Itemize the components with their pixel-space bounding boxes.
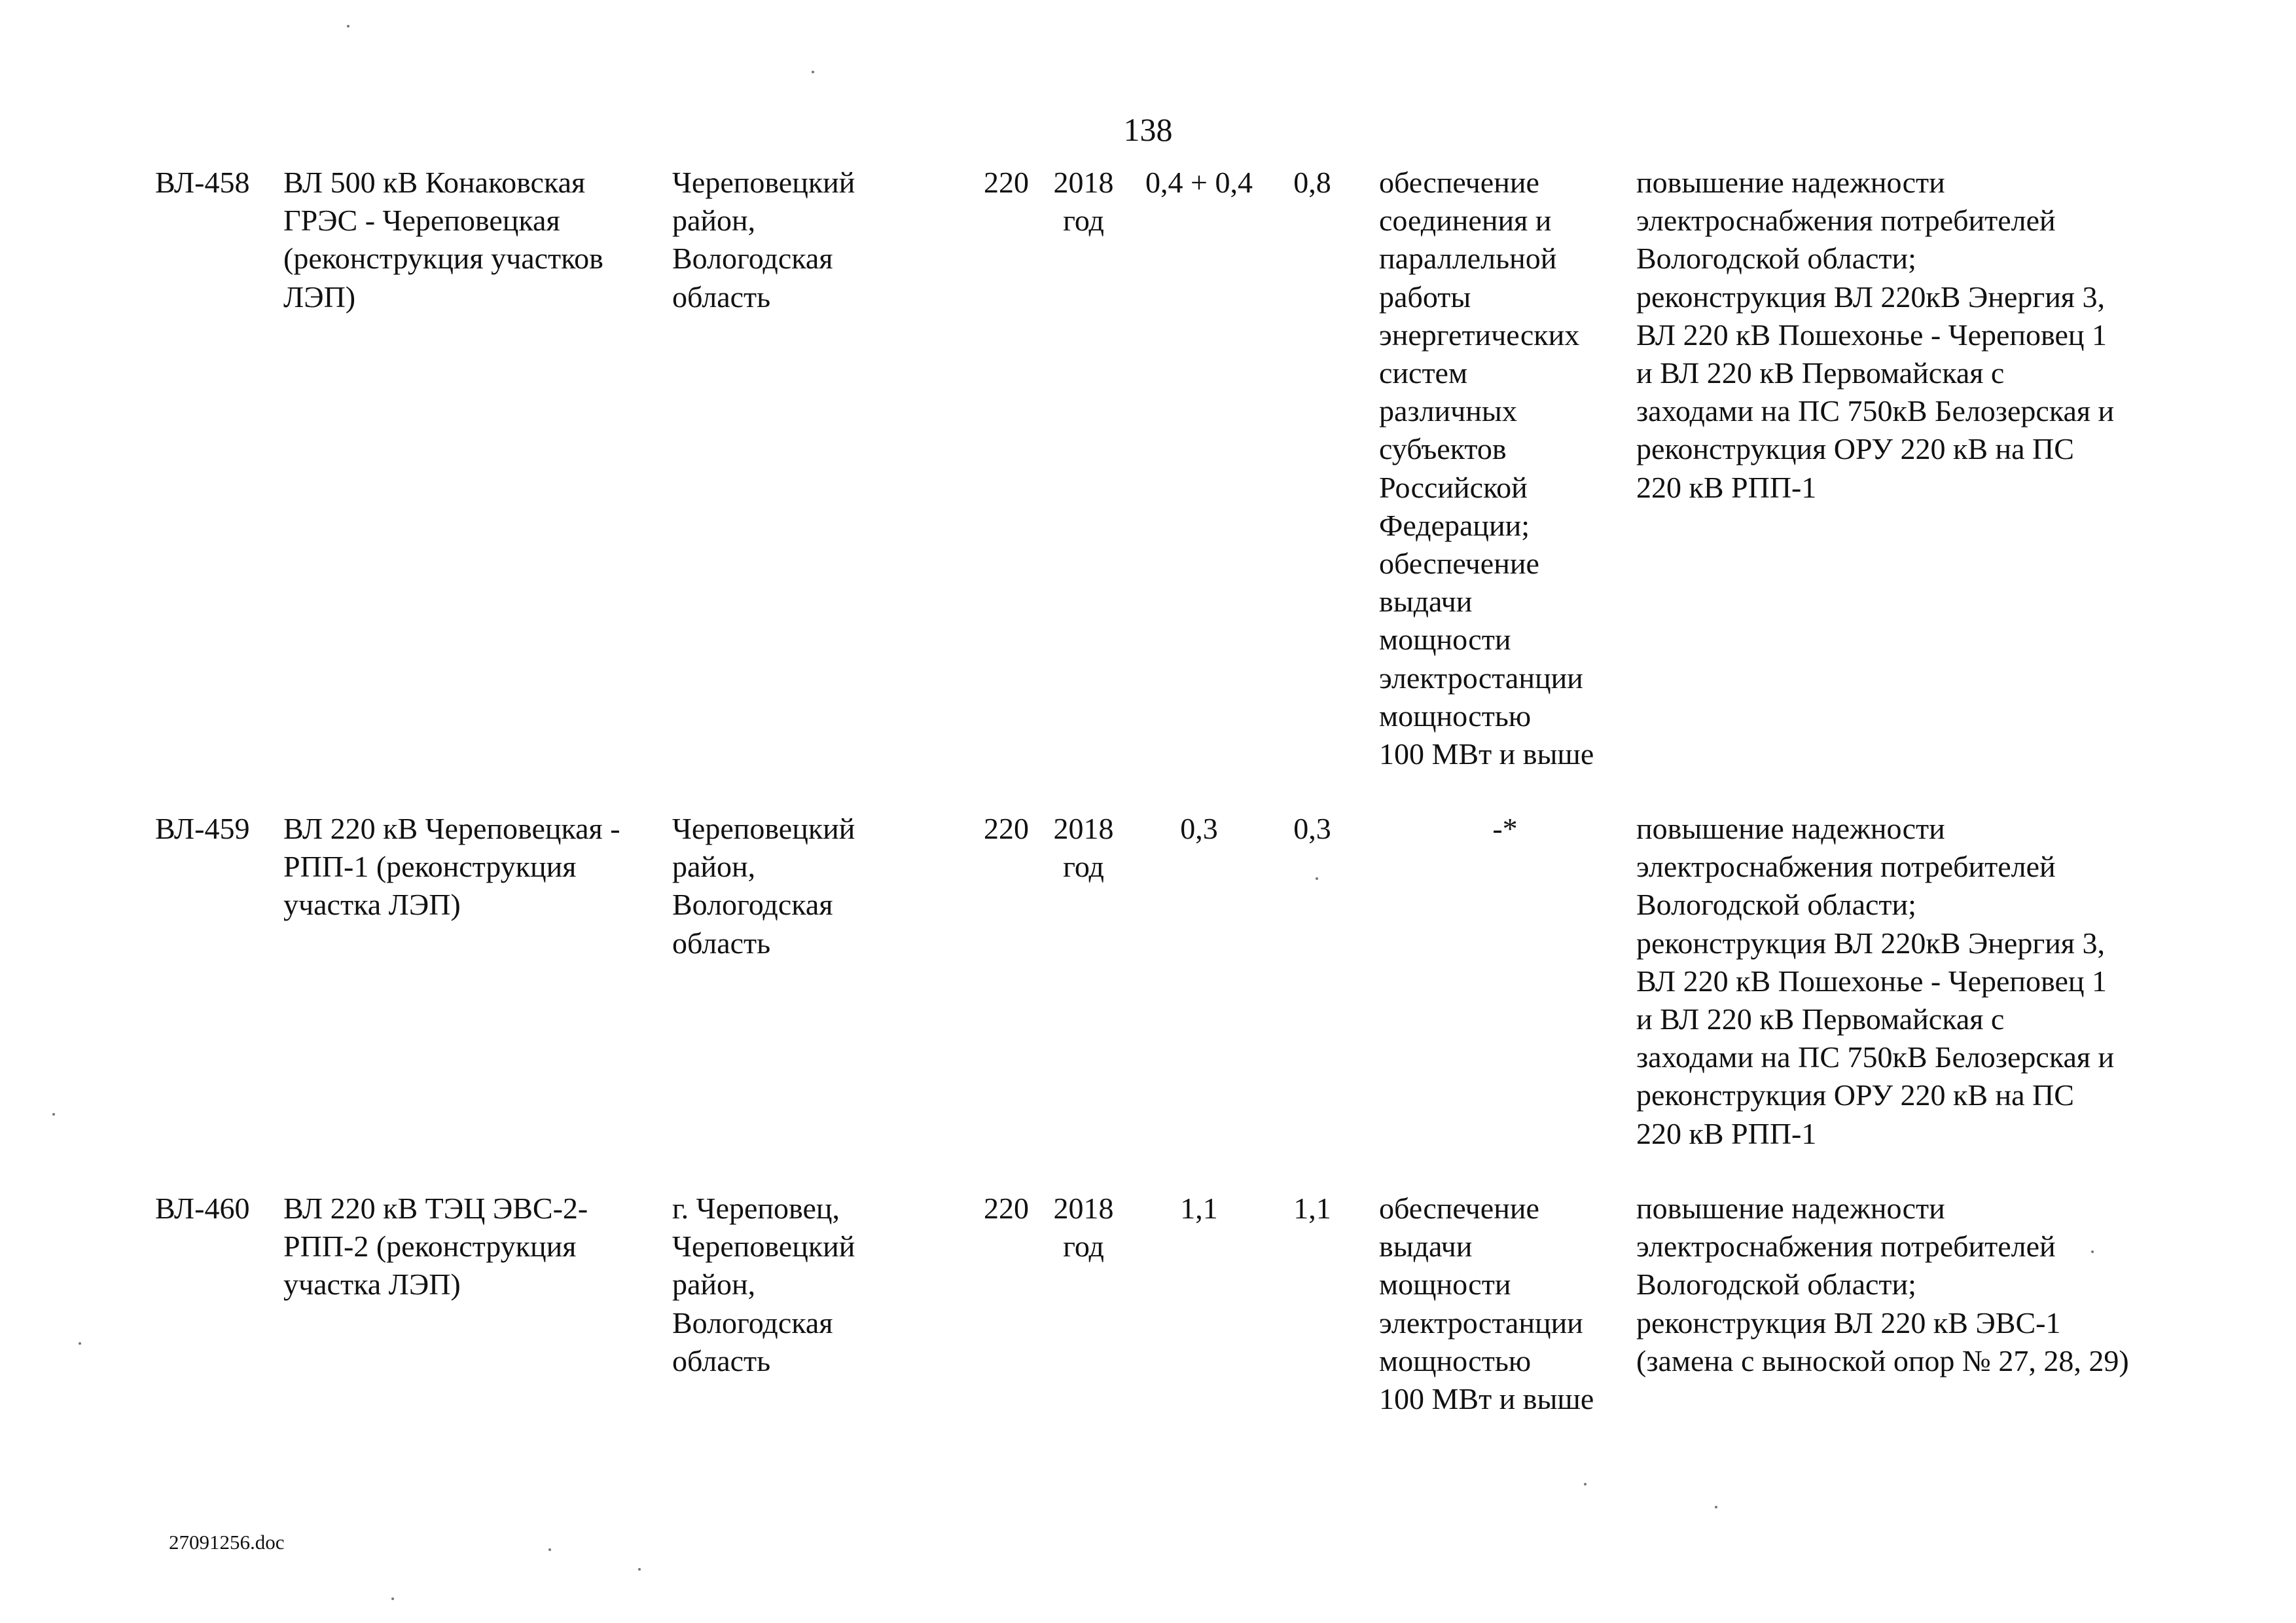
line-purpose: обеспечение соединения и параллельной работы энергетических систем различных субъектов Российской Федерации; обеспечение выдачи мощности электростанции мощностью 100 МВт и выше bbox=[1379, 166, 1594, 771]
line-total-length: 0,3 bbox=[1293, 812, 1331, 845]
line-goal: повышение надежности электроснабжения потребителей Вологодской области; реконструкция ВЛ 220 кВ ЭВС-1 (замена с выноской опор № 27, 28, 29) bbox=[1636, 1192, 2129, 1377]
line-location: г. Череповец, Череповецкий район, Вологодская область bbox=[672, 1192, 855, 1377]
line-total-length: 1,1 bbox=[1293, 1192, 1331, 1225]
line-location: Череповецкий район, Вологодская область bbox=[672, 166, 855, 314]
scan-speck bbox=[548, 1548, 551, 1551]
footer-file-name: 27091256.doc bbox=[169, 1531, 285, 1554]
scan-speck bbox=[79, 1342, 81, 1345]
scan-speck bbox=[638, 1568, 641, 1571]
scan-speck bbox=[347, 25, 350, 27]
scan-speck bbox=[2091, 1250, 2094, 1253]
scan-speck bbox=[1316, 877, 1318, 880]
line-length: 0,3 bbox=[1180, 812, 1218, 845]
line-name: ВЛ 220 кВ Череповецкая - РПП-1 (реконструкция участка ЛЭП) bbox=[283, 812, 620, 922]
line-year: 2018 год bbox=[1053, 166, 1114, 238]
line-purpose: обеспечение выдачи мощности электростанции мощностью 100 МВт и выше bbox=[1379, 1192, 1594, 1416]
line-name: ВЛ 500 кВ Конаковская ГРЭС - Череповецкая (реконструкция участков ЛЭП) bbox=[283, 166, 603, 314]
line-code: ВЛ-458 bbox=[155, 166, 250, 199]
line-code: ВЛ-459 bbox=[155, 812, 250, 845]
line-year: 2018 год bbox=[1053, 1192, 1114, 1264]
scan-speck bbox=[1715, 1506, 1717, 1508]
line-purpose: -* bbox=[1492, 812, 1518, 845]
line-voltage: 220 bbox=[984, 166, 1029, 199]
line-voltage: 220 bbox=[984, 812, 1029, 845]
line-location: Череповецкий район, Вологодская область bbox=[672, 812, 855, 960]
line-total-length: 0,8 bbox=[1293, 166, 1331, 199]
line-length: 0,4 + 0,4 bbox=[1145, 166, 1253, 199]
line-name: ВЛ 220 кВ ТЭЦ ЭВС-2- РПП-2 (реконструкция участка ЛЭП) bbox=[283, 1192, 588, 1302]
line-length: 1,1 bbox=[1180, 1192, 1218, 1225]
scan-speck bbox=[52, 1113, 55, 1116]
line-voltage: 220 bbox=[984, 1192, 1029, 1225]
line-code: ВЛ-460 bbox=[155, 1192, 250, 1225]
line-goal: повышение надежности электроснабжения потребителей Вологодской области; реконструкция ВЛ 220кВ Энергия 3, ВЛ 220 кВ Пошехонье - Череповец 1 и ВЛ 220 кВ Первомайская с заходами на ПС 750кВ Белозерская и реконструкция ОРУ 220 кВ на ПС 220 кВ РПП-1 bbox=[1636, 166, 2115, 504]
page-number: 138 bbox=[1123, 111, 1173, 148]
scan-speck bbox=[391, 1597, 394, 1600]
scan-speck bbox=[1584, 1483, 1587, 1486]
scan-speck bbox=[812, 71, 814, 73]
line-goal: повышение надежности электроснабжения потребителей Вологодской области; реконструкция ВЛ 220кВ Энергия 3, ВЛ 220 кВ Пошехонье - Череповец 1 и ВЛ 220 кВ Первомайская с заходами на ПС 750кВ Белозерская и реконструкция ОРУ 220 кВ на ПС 220 кВ РПП-1 bbox=[1636, 812, 2115, 1150]
line-year: 2018 год bbox=[1053, 812, 1114, 884]
